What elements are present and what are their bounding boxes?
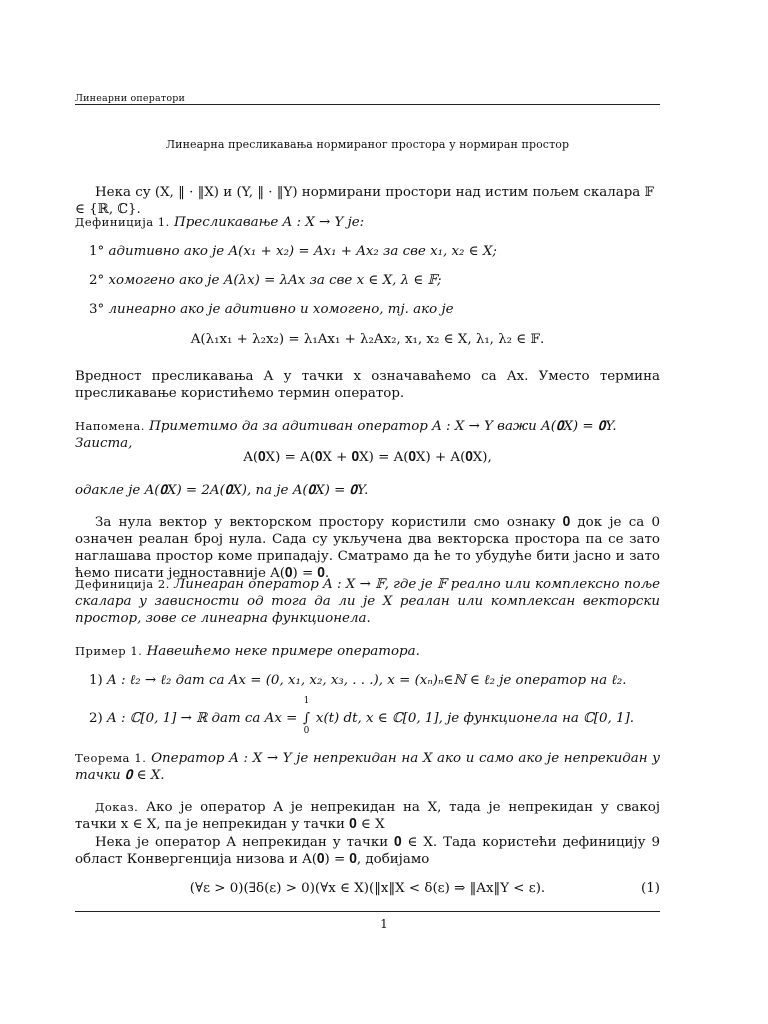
zero-vector-paragraph: За нула вектор у векторском простору користили смо ознаку 𝟎 док је са 0 означен реалан број нула. Сада су укључена два векторска простора па се зато наглашава простор коме припадају. Сматрамо да ће то убудуће бити јасно и зато ћемо писати једноставније A(𝟎) = 𝟎. (75, 515, 660, 581)
example-item (89, 696, 649, 736)
theorem-text: Оператор A : X → Y је непрекидан на X ако и само ако је непрекидан у тачки 𝟎 ∈ X. (75, 751, 660, 783)
intro-paragraph: Нека су (X, ‖ · ‖X) и (Y, ‖ · ‖Y) нормирани простори над истим пољем скалара 𝔽 ∈ {ℝ, ℂ}. (75, 185, 655, 217)
item-text-pre: A : ℂ[0, 1] → ℝ дат са Ax = (107, 711, 298, 726)
theorem-1 (75, 750, 660, 784)
item-number: 3° (89, 302, 105, 317)
definition-1 (75, 214, 660, 231)
remark-label: Напомена. (75, 419, 145, 433)
definition-item (89, 243, 649, 260)
section-title: Линеарна пресликавања нормираног простора у нормиран простор (165, 138, 570, 151)
definition-2 (75, 576, 660, 627)
integral-symbol: ∫ 1 0 (302, 710, 312, 727)
definition-1-text: Пресликавање A : X → Y је: (174, 215, 365, 230)
definition-item (89, 301, 649, 318)
item-text: хомогено ако је A(λx) = λAx за све x ∈ X, λ ∈ 𝔽; (108, 273, 442, 288)
equation-continuity: (∀ε > 0)(∃δ(ε) > 0)(∀x ∈ X)(‖x‖X < δ(ε) ⇒ ‖Ax‖Y < ε). (189, 881, 546, 896)
value-paragraph: Вредност пресликавања A у тачки x означаваћемо са Ax. Уместо термина пресликавање користићемо термин оператор. (75, 369, 660, 401)
item-number: 1° (89, 244, 105, 259)
footer-rule (75, 911, 660, 912)
item-number: 2) (89, 711, 103, 726)
equation-remark: A(𝟎X) = A(𝟎X + 𝟎X) = A(𝟎X) + A(𝟎X), (243, 450, 492, 465)
remark (75, 418, 660, 452)
integral-upper-limit: 1 (303, 696, 310, 706)
proof-paragraph-1 (75, 799, 660, 833)
example-text: Навешћемо неке примере оператора. (146, 644, 420, 659)
proof-paragraph-2: Нека је оператор A непрекидан у тачки 𝟎 ∈ X. Тада користећи дефиницију 9 област Конвергенција низова и A(𝟎) = 𝟎, добијамо (75, 835, 660, 867)
example-item (89, 672, 649, 689)
item-text: адитивно ако је A(x₁ + x₂) = Ax₁ + Ax₂ за све x₁, x₂ ∈ X; (108, 244, 497, 259)
equation-number: (1) (641, 881, 660, 896)
item-number: 2° (89, 273, 105, 288)
example-label: Пример 1. (75, 644, 143, 658)
example-1 (75, 643, 660, 660)
definition-item (89, 272, 649, 289)
item-text: линеарно ако је адитивно и хомогено, тј. ако је (108, 302, 454, 317)
header-rule (75, 104, 660, 105)
proof-label: Доказ. (95, 800, 139, 814)
integral-lower-limit: 0 (303, 726, 310, 736)
remark-text: Приметимо да за адитиван оператор A : X → Y важи A(𝟎X) = 𝟎Y. Заиста, (75, 419, 617, 451)
definition-2-label: Дефиниција 2. (75, 577, 170, 591)
item-number: 1) (89, 673, 103, 688)
page-number: 1 (380, 917, 388, 931)
equation-linearity: A(λ₁x₁ + λ₂x₂) = λ₁Ax₁ + λ₂Ax₂, x₁, x₂ ∈ X, λ₁, λ₂ ∈ 𝔽. (190, 332, 545, 347)
item-text: A : ℓ₂ → ℓ₂ дат са Ax = (0, x₁, x₂, x₃, . . .), x = (xₙ)ₙ∈ℕ ∈ ℓ₂ је оператор на ℓ₂. (107, 673, 627, 688)
remark-tail: одакле је A(𝟎X) = 2A(𝟎X), па је A(𝟎X) = 𝟎Y. (75, 483, 369, 498)
definition-2-text: Линеаран оператор A : X → 𝔽, где је 𝔽 реално или комплексно поље скалара у зависности од тога да ли је X реалан или комплексан векторски простор, зове се линеарна функционела. (75, 577, 661, 626)
theorem-label: Теорема 1. (75, 751, 147, 765)
item-text-post: x(t) dt, x ∈ ℂ[0, 1], је функционела на ℂ[0, 1]. (315, 711, 635, 726)
running-head: Линеарни оператори (75, 93, 186, 104)
proof-text: Ако је оператор A је непрекидан на X, тада је непрекидан у свакој тачки x ∈ X, па је непрекидан у тачки 𝟎 ∈ X (75, 800, 660, 832)
definition-1-label: Дефиниција 1. (75, 215, 170, 229)
